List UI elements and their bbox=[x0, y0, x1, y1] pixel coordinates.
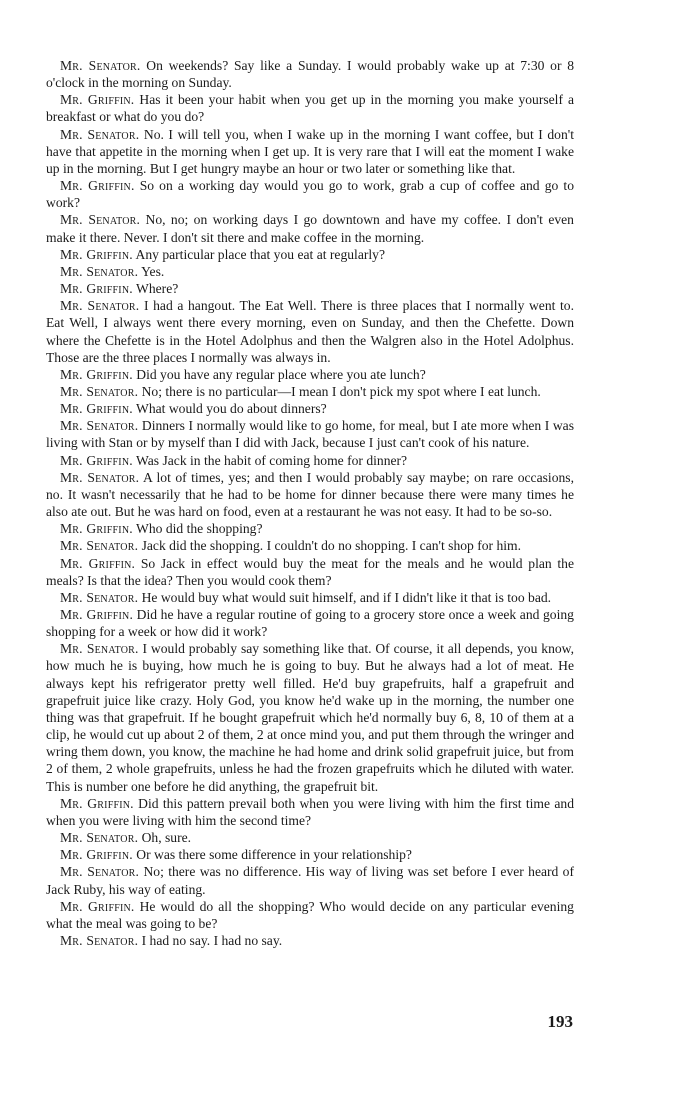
paragraph bbox=[46, 640, 574, 794]
paragraph bbox=[46, 469, 574, 520]
paragraph bbox=[46, 366, 574, 383]
paragraph bbox=[46, 417, 574, 451]
paragraph-text: I had a hangout. The Eat Well. There is three places that I normally went to. Eat Well, I always went there every morning, even on Sunday, and then the Chefette. Down where the Chefette is in the Hotel Adolphus and then the Walgren also in the Hotel Adolphus. Those are the three places I normally was always in. bbox=[46, 298, 574, 365]
paragraph-text: Any particular place that you eat at regularly? bbox=[135, 246, 385, 262]
paragraph-text: Or was there some difference in your relationship? bbox=[136, 847, 412, 863]
speaker-label: Mr. Griffin. bbox=[60, 281, 133, 297]
paragraph bbox=[46, 520, 574, 537]
paragraph bbox=[46, 537, 574, 554]
speaker-label: Mr. Griffin. bbox=[60, 178, 135, 194]
paragraph bbox=[46, 829, 574, 846]
paragraph-text: Did he have a regular routine of going to a grocery store once a week and going shopping for a week or how did it work? bbox=[46, 607, 574, 640]
speaker-label: Mr. Senator. bbox=[60, 864, 140, 880]
speaker-label: Mr. Senator. bbox=[60, 830, 139, 846]
paragraph-text: On weekends? Say like a Sunday. I would probably wake up at 7:30 or 8 o'clock in the morning on Sunday. bbox=[46, 58, 574, 91]
paragraph-text: Where? bbox=[136, 281, 179, 297]
speaker-label: Mr. Senator. bbox=[60, 263, 139, 279]
paragraph-text: I had no say. I had no say. bbox=[141, 932, 283, 948]
speaker-label: Mr. Senator. bbox=[60, 126, 140, 142]
paragraph-text: Oh, sure. bbox=[141, 830, 192, 846]
paragraph-text: So Jack in effect would buy the meat for the meals and he would plan the meals? Is that the idea? Then you would cook them? bbox=[46, 555, 574, 588]
paragraph-text: Did you have any regular place where you ate lunch? bbox=[136, 366, 426, 382]
paragraph bbox=[46, 263, 574, 280]
speaker-label: Mr. Senator. bbox=[60, 212, 141, 228]
speaker-label: Mr. Griffin. bbox=[60, 795, 134, 811]
speaker-label: Mr. Senator. bbox=[60, 538, 139, 554]
paragraph bbox=[46, 126, 574, 177]
speaker-label: Mr. Griffin. bbox=[60, 452, 133, 468]
speaker-label: Mr. Senator. bbox=[60, 58, 141, 73]
paragraph-text: Jack did the shopping. I couldn't do no shopping. I can't shop for him. bbox=[141, 538, 522, 554]
speaker-label: Mr. Senator. bbox=[60, 469, 140, 485]
speaker-label: Mr. Senator. bbox=[60, 298, 140, 314]
paragraph bbox=[46, 383, 574, 400]
paragraph bbox=[46, 452, 574, 469]
speaker-label: Mr. Senator. bbox=[60, 589, 139, 605]
paragraph bbox=[46, 898, 574, 932]
paragraph-text: No. I will tell you, when I wake up in the morning I want coffee, but I don't have that appetite in the morning when I get up. It is very rare that I will eat the moment I wake up in the morning. But I get hungry maybe an hour or two later or something like that. bbox=[46, 126, 574, 176]
paragraph-text: No; there was no difference. His way of living was set before I ever heard of Jack Ruby, his way of eating. bbox=[46, 864, 574, 897]
paragraph-text: Who did the shopping? bbox=[136, 521, 263, 537]
paragraph-text: Has it been your habit when you get up in the morning you make yourself a breakfast or what do you do? bbox=[46, 92, 574, 125]
speaker-label: Mr. Senator. bbox=[60, 418, 139, 434]
paragraph-text: No; there is no particular—I mean I don't pick my spot where I eat lunch. bbox=[141, 383, 541, 399]
paragraph bbox=[46, 795, 574, 829]
paragraph bbox=[46, 846, 574, 863]
speaker-label: Mr. Griffin. bbox=[60, 898, 135, 914]
paragraph bbox=[46, 863, 574, 897]
speaker-label: Mr. Senator. bbox=[60, 932, 139, 948]
speaker-label: Mr. Senator. bbox=[60, 641, 139, 657]
transcript-body bbox=[46, 57, 574, 949]
paragraph bbox=[46, 589, 574, 606]
speaker-label: Mr. Griffin. bbox=[60, 92, 135, 108]
speaker-label: Mr. Griffin. bbox=[60, 607, 134, 622]
speaker-label: Mr. Griffin. bbox=[60, 521, 133, 537]
paragraph bbox=[46, 606, 574, 640]
paragraph-text: So on a working day would you go to work, grab a cup of coffee and go to work? bbox=[46, 178, 574, 211]
speaker-label: Mr. Senator. bbox=[60, 383, 139, 399]
speaker-label: Mr. Griffin. bbox=[60, 555, 136, 571]
paragraph-text: What would you do about dinners? bbox=[136, 401, 327, 417]
paragraph bbox=[46, 57, 574, 91]
speaker-label: Mr. Griffin. bbox=[60, 246, 133, 262]
paragraph-text: Did this pattern prevail both when you were living with him the first time and when you were living with him the second time? bbox=[46, 795, 574, 828]
paragraph bbox=[46, 932, 574, 949]
speaker-label: Mr. Griffin. bbox=[60, 847, 133, 863]
paragraph-text: A lot of times, yes; and then I would probably say maybe; on rare occasions, no. It wasn't necessarily that he had to be home for dinner because there were many times he also ate out. But he was hard on food, even at a restaurant he was not easy. It had to be so-so. bbox=[46, 469, 574, 520]
paragraph-text: Was Jack in the habit of coming home for dinner? bbox=[136, 452, 408, 468]
paragraph-text: He would buy what would suit himself, and if I didn't like it that is too bad. bbox=[141, 589, 552, 605]
paragraph bbox=[46, 297, 574, 366]
paragraph bbox=[46, 400, 574, 417]
page-number: 193 bbox=[547, 1012, 573, 1031]
speaker-label: Mr. Griffin. bbox=[60, 366, 133, 382]
paragraph bbox=[46, 280, 574, 297]
paragraph-text: Yes. bbox=[141, 263, 165, 279]
paragraph bbox=[46, 211, 574, 245]
paragraph-text: No, no; on working days I go downtown and have my coffee. I don't even make it there. Never. I don't sit there and make coffee in the morning. bbox=[46, 212, 574, 245]
paragraph-text: I would probably say something like that. Of course, it all depends, you know, how much he is buying, how much he is going to buy. But he always had a lot of meat. He always kept his refrigerator pretty well filled. He'd buy grapefruits, half a grapefruit and grapefruit juice like crazy. Holy God, you know he'd wake up in the morning, the number one thing was that grapefruit. If he bought grapefruit which he'd normally buy 6, 8, 10 of them at a clip, he would cut up about 2 of them, 2 at once mind you, and put them through the wringer and wring them down, you know, the machine he had home and drink solid grapefruit juice, but from 2 of them, 2 whole grapefruits, unless he had the frozen grapefruits which he diluted with water. This is number one before he did anything, the grapefruit bit. bbox=[46, 641, 574, 794]
speaker-label: Mr. Griffin. bbox=[60, 401, 133, 417]
paragraph bbox=[46, 246, 574, 263]
paragraph bbox=[46, 177, 574, 211]
paragraph bbox=[46, 555, 574, 589]
paragraph-text: Dinners I normally would like to go home, for meal, but I ate more when I was living with Stan or by myself than I did with Jack, because I just can't cook of his nature. bbox=[46, 418, 574, 451]
paragraph-text: He would do all the shopping? Who would decide on any particular evening what the meal was going to be? bbox=[46, 898, 574, 931]
paragraph bbox=[46, 91, 574, 125]
